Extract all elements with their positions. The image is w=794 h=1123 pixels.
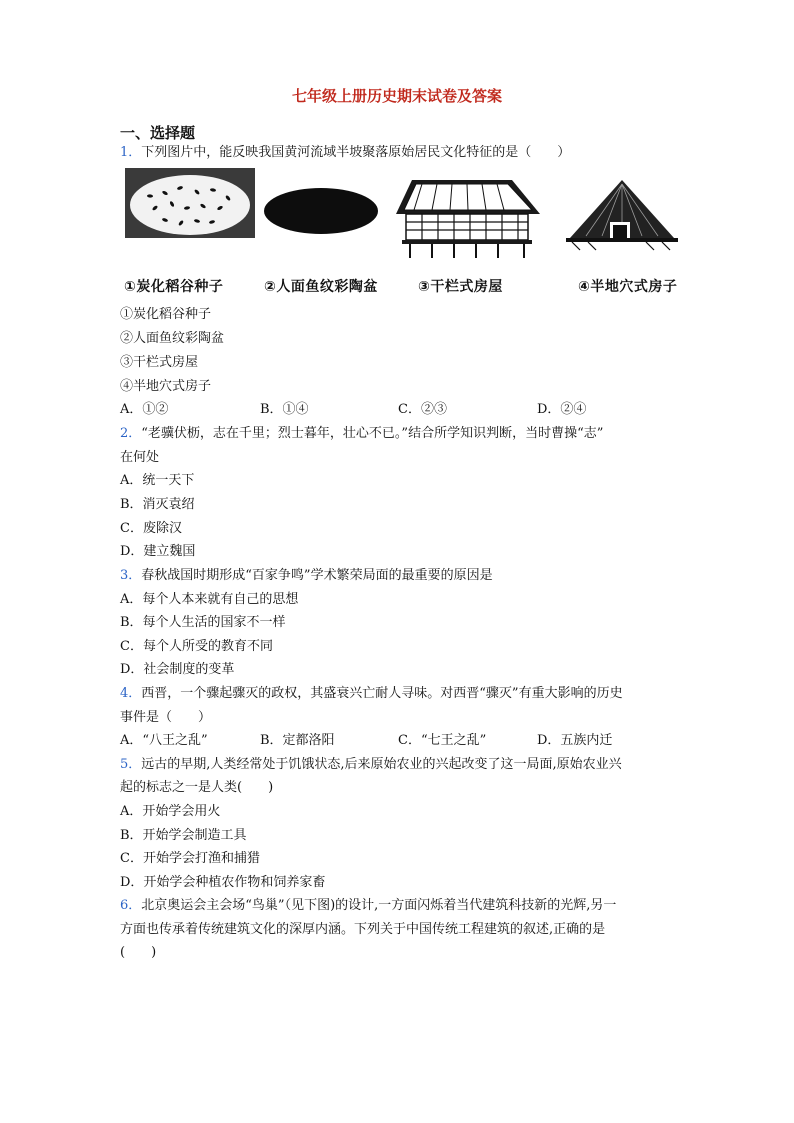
question-1-stem: 1．下列图片中，能反映我国黄河流域半坡聚落原始居民文化特征的是（ ） (120, 145, 571, 160)
question-5-option-a[interactable]: A．开始学会用火 (120, 804, 221, 819)
question-2-option-c[interactable]: C．废除汉 (120, 521, 182, 536)
question-3-option-c[interactable]: C．每个人所受的教育不同 (120, 639, 273, 654)
section-heading: 一、选择题 (120, 124, 196, 142)
question-number: 5． (120, 757, 142, 772)
question-1-option-c[interactable]: C．②③ (398, 402, 447, 417)
question-6-stem-cont: 方面也传承着传统建筑文化的深厚内涵。下列关于中国传统工程建筑的叙述,正确的是 (120, 922, 606, 937)
question-1-item: ②人面鱼纹彩陶盆 (120, 331, 225, 346)
question-2-option-b[interactable]: B．消灭袁绍 (120, 497, 195, 512)
semi-subterranean-house-image (566, 178, 678, 258)
image-caption-4: ④半地穴式房子 (578, 279, 678, 295)
question-1-item: ③干栏式房屋 (120, 355, 199, 370)
question-4-stem-cont: 事件是（ ） (120, 710, 212, 725)
stilt-house-image (392, 172, 542, 260)
question-2-stem-cont: 在何处 (120, 450, 160, 465)
image-caption-3: ③干栏式房屋 (418, 279, 503, 295)
question-6-stem-cont: ( ) (120, 945, 157, 960)
question-1-option-b[interactable]: B．①④ (260, 402, 309, 417)
question-3-option-a[interactable]: A．每个人本来就有自己的思想 (120, 592, 299, 607)
question-2-option-d[interactable]: D．建立魏国 (120, 544, 196, 559)
question-2-stem: 2．“老骥伏枥，志在千里；烈士暮年，壮心不已。”结合所学知识判断，当时曹操“志” (120, 426, 604, 441)
question-3-option-b[interactable]: B．每个人生活的国家不一样 (120, 615, 286, 630)
question-number: 3． (120, 568, 142, 583)
image-caption-2: ②人面鱼纹彩陶盆 (264, 279, 378, 295)
question-number: 1． (120, 145, 142, 160)
question-number: 4． (120, 686, 142, 701)
question-5-stem-cont: 起的标志之一是人类( ) (120, 780, 274, 795)
question-number: 6． (120, 898, 142, 913)
pottery-basin-image (262, 186, 380, 236)
question-3-option-d[interactable]: D．社会制度的变革 (120, 662, 235, 677)
question-1-item: ④半地穴式房子 (120, 379, 212, 394)
question-number: 2． (120, 426, 142, 441)
page-title: 七年级上册历史期末试卷及答案 (291, 87, 502, 105)
question-4-option-c[interactable]: C．“七王之乱” (398, 733, 487, 748)
question-5-option-d[interactable]: D．开始学会种植农作物和饲养家畜 (120, 875, 326, 890)
question-6-stem: 6．北京奥运会主会场“鸟巢”（见下图)的设计,一方面闪烁着当代建筑科技新的光辉,另一 (120, 898, 617, 913)
question-3-stem: 3．春秋战国时期形成“百家争鸣”学术繁荣局面的最重要的原因是 (120, 568, 493, 583)
question-1-images (120, 168, 700, 303)
question-4-option-d[interactable]: D．五族内迁 (537, 733, 613, 748)
rice-seeds-image (125, 168, 255, 238)
question-4-stem: 4．西晋，一个骤起骤灭的政权，其盛衰兴亡耐人寻味。对西晋“骤灭”有重大影响的历史 (120, 686, 623, 701)
question-4-option-a[interactable]: A．“八王之乱” (120, 733, 208, 748)
question-2-option-a[interactable]: A．统一天下 (120, 473, 195, 488)
question-5-stem: 5．远古的早期,人类经常处于饥饿状态,后来原始农业的兴起改变了这一局面,原始农业兴 (120, 757, 622, 772)
question-4-option-b[interactable]: B．定都洛阳 (260, 733, 335, 748)
question-5-option-b[interactable]: B．开始学会制造工具 (120, 828, 247, 843)
question-1-item: ①炭化稻谷种子 (120, 307, 212, 322)
question-1-option-a[interactable]: A．①② (120, 402, 169, 417)
question-5-option-c[interactable]: C．开始学会打渔和捕猎 (120, 851, 260, 866)
image-caption-1: ①炭化稻谷种子 (124, 279, 224, 295)
question-1-option-d[interactable]: D．②④ (537, 402, 587, 417)
